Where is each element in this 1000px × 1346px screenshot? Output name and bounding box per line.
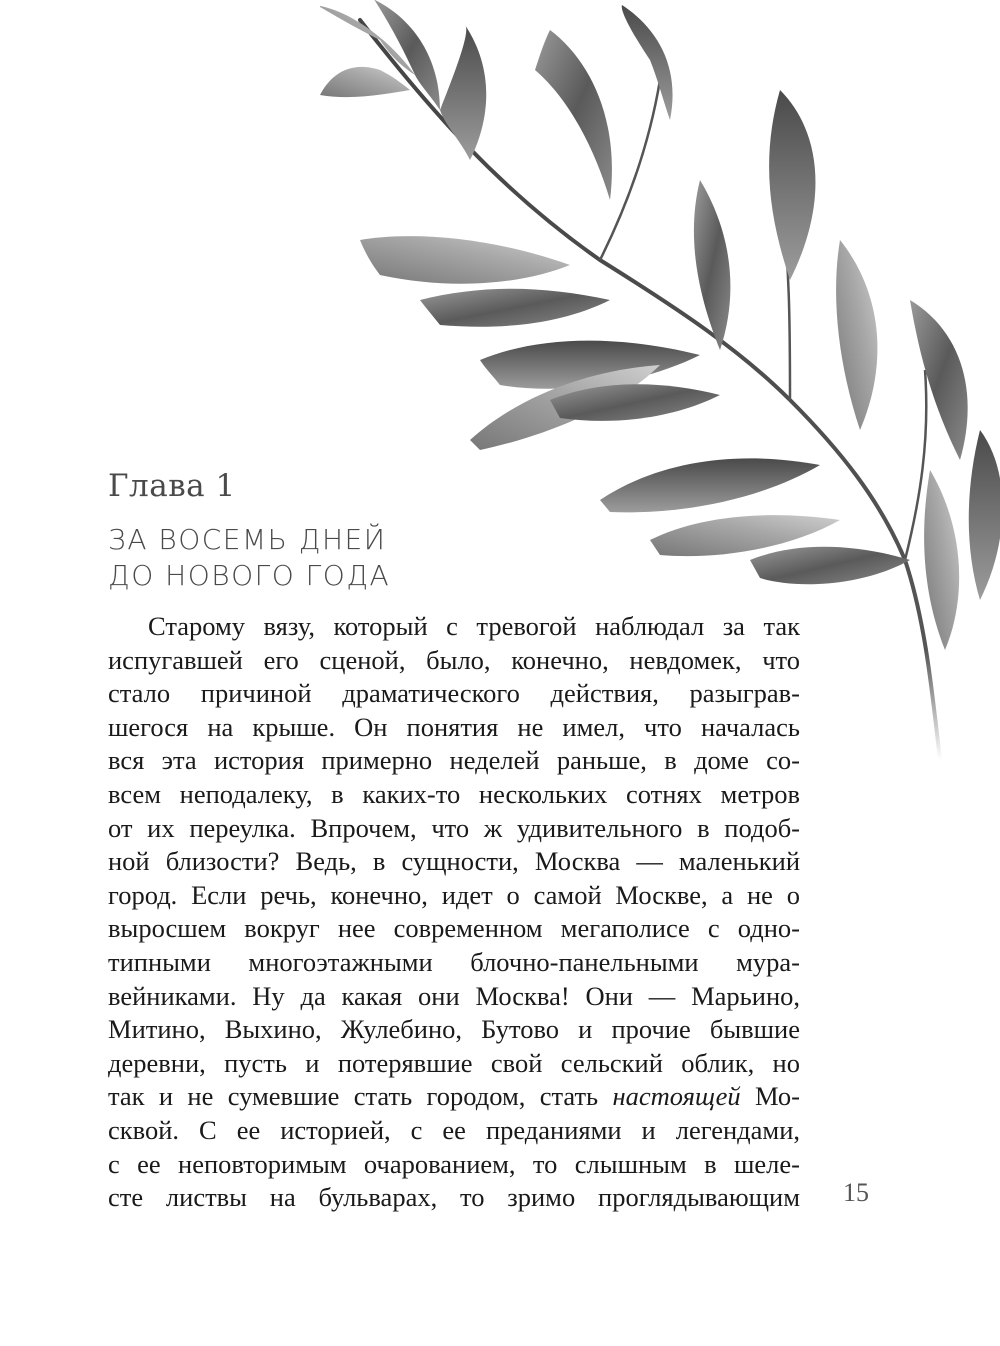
chapter-label: Глава 1 xyxy=(108,468,236,504)
text-line: Митино, Выхино, Жулебино, Бутово и прочие бывшие xyxy=(108,1014,800,1045)
chapter-title-line: ДО НОВОГО ГОДА xyxy=(108,559,391,592)
leaf-cluster-top xyxy=(320,0,486,160)
italic-word: настоящей xyxy=(612,1081,741,1112)
text-line: от их переулка. Впрочем, что ж удивительного в подоб- xyxy=(108,812,800,843)
text-line: вейниками. Ну да какая они Москва! Они — Марьино, xyxy=(108,980,800,1011)
text-line: с ее неповторимым очарованием, то слышным в шеле- xyxy=(108,1148,800,1179)
chapter-title-line: ЗА ВОСЕМЬ ДНЕЙ xyxy=(108,523,387,556)
text-line: типными многоэтажными блочно-панельными мура- xyxy=(108,946,800,977)
text-line: вся эта история примерно неделей раньше, в доме со- xyxy=(108,745,800,776)
body-text xyxy=(108,610,800,1215)
text-line-with-italic xyxy=(108,1080,800,1114)
text-line: выросшем вокруг нее современном мегаполисе с одно- xyxy=(108,913,800,944)
text-segment: так и не сумевшие стать городом, стать xyxy=(108,1081,613,1112)
text-line: шегося на крыше. Он понятия не имел, что началась xyxy=(108,711,800,742)
text-line: сте листвы на бульварах, то зримо проглядывающим xyxy=(108,1182,800,1213)
text-line: ной близости? Ведь, в сущности, Москва — маленький xyxy=(108,846,800,877)
text-line: испугавшей его сценой, было, конечно, невдомек, что xyxy=(108,644,800,675)
text-line: Старому вязу, который с тревогой наблюдал за так xyxy=(148,611,800,641)
page-number: 15 xyxy=(843,1178,869,1207)
text-line: всем неподалеку, в каких-то нескольких сотнях метров xyxy=(108,778,800,809)
text-line: стало причиной драматического действия, разыграв- xyxy=(108,678,800,709)
text-line: деревни, пусть и потерявшие свой сельский облик, но xyxy=(108,1047,800,1078)
text-line: сквой. С ее историей, с ее преданиями и легендами, xyxy=(108,1114,800,1145)
text-line: город. Если речь, конечно, идет о самой Москве, а не о xyxy=(108,879,800,910)
chapter-title xyxy=(108,522,528,594)
text-segment: Мо- xyxy=(740,1081,800,1112)
